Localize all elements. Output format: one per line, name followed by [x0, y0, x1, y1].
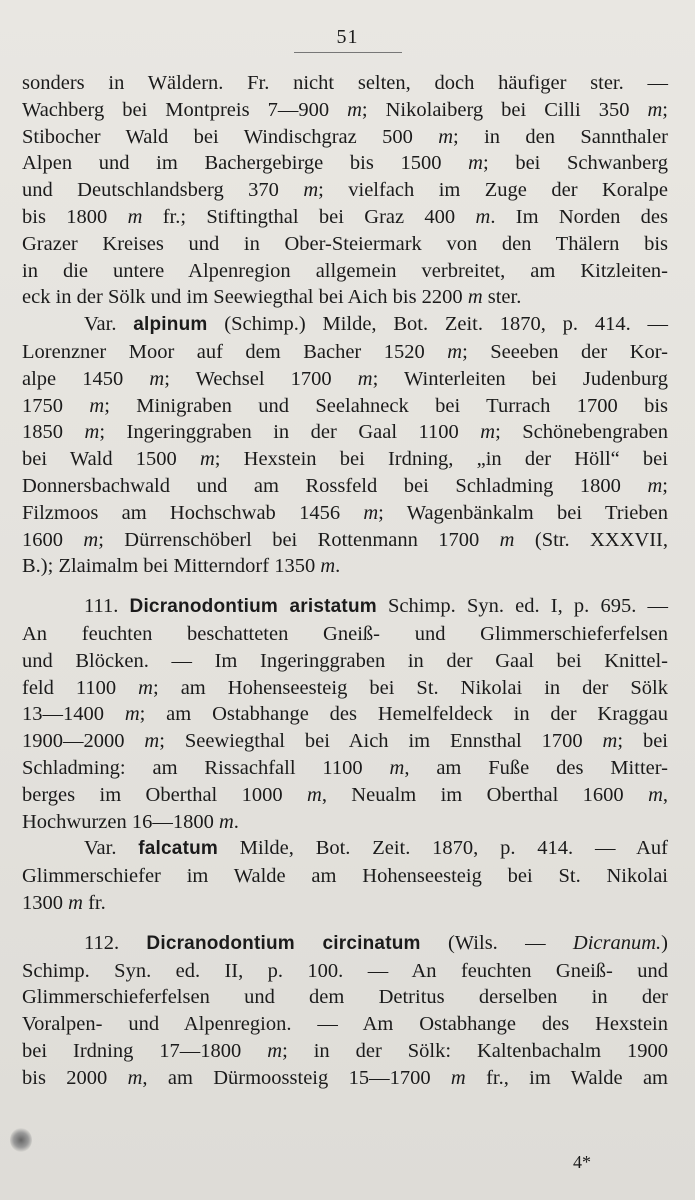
text-line: Alpen und im Bachergebirge bis 1500 m; bei Schwanberg: [22, 152, 668, 175]
text-line: 1750 m; Minigraben und Seelahneck bei Turrach 1700 bis: [22, 394, 668, 417]
text-line: bei Wald 1500 m; Hexstein bei Irdning, „in der Höll“ bei: [22, 448, 668, 471]
text-line: in die untere Alpenregion allgemein verbreitet, am Kitzleiten-: [22, 259, 668, 282]
header-rule: [294, 52, 402, 53]
text-line: Glimmerschiefer im Walde am Hohenseesteig bei St. Nikolai: [22, 865, 668, 888]
text-line: sonders in Wäldern. Fr. nicht selten, doch häufiger ster. —: [22, 72, 668, 94]
text-line: Var. alpinum (Schimp.) Milde, Bot. Zeit. 1870, p. 414. —: [84, 313, 668, 336]
text-line: bis 2000 m, am Dürmoossteig 15—1700 m fr., im Walde am: [22, 1066, 668, 1089]
text-line: Filzmoos am Hochschwab 1456 m; Wagenbänkalm bei Trieben: [22, 501, 668, 524]
text-line: 13—1400 m; am Ostabhange des Hemelfeldeck in der Kraggau: [22, 703, 668, 726]
text-line: Schimp. Syn. ed. II, p. 100. — An feuchten Gneiß- und: [22, 959, 668, 982]
text-line: und Blöcken. — Im Ingeringgraben in der Gaal bei Knittel-: [22, 649, 668, 672]
text-line: Stibocher Wald bei Windischgraz 500 m; in den Sannthaler: [22, 125, 668, 148]
text-line: 1600 m; Dürrenschöberl bei Rottenmann 1700 m (Str. XXXVII,: [22, 528, 669, 551]
text-line: 111. Dicranodontium aristatum Schimp. Syn. ed. I, p. 695. —: [84, 595, 669, 618]
page-number: 51: [336, 26, 359, 48]
text-line: 1850 m; Ingeringgraben in der Gaal 1100 m; Schönebengraben: [22, 421, 668, 444]
text-line: alpe 1450 m; Wechsel 1700 m; Winterleiten bei Judenburg: [22, 367, 668, 390]
text-line: bis 1800 m fr.; Stiftingthal bei Graz 400 m. Im Norden des: [22, 205, 668, 228]
text-line: Var. falcatum Milde, Bot. Zeit. 1870, p. 414. — Auf: [84, 837, 669, 860]
text-line: und Deutschlandsberg 370 m; vielfach im Zuge der Koralpe: [22, 179, 668, 202]
text-line: Donnersbachwald und am Rossfeld bei Schladming 1800 m;: [22, 474, 668, 497]
text-line: Hochwurzen 16—1800 m.: [22, 810, 239, 833]
text-line: Grazer Kreises und in Ober-Steiermark von den Thälern bis: [22, 232, 668, 255]
text-line: 1900—2000 m; Seewiegthal bei Aich im Ennsthal 1700 m; bei: [22, 730, 668, 753]
text-line: Lorenzner Moor auf dem Bacher 1520 m; Seeeben der Kor-: [22, 340, 669, 363]
paragraph-gap: [22, 917, 668, 930]
text-line: 1300 m fr.: [22, 891, 106, 914]
text-line: Voralpen- und Alpenregion. — Am Ostabhange des Hexstein: [22, 1013, 668, 1036]
paragraph-gap: [22, 580, 668, 593]
text-line: Wachberg bei Montpreis 7—900 m; Nikolaiberg bei Cilli 350 m;: [22, 98, 668, 121]
text-line: eck in der Sölk und im Seewiegthal bei Aich bis 2200 m ster.: [22, 286, 522, 309]
text-line: An feuchten beschatteten Gneiß- und Glimmerschieferfelsen: [22, 622, 668, 645]
text-line: Glimmerschieferfelsen und dem Detritus derselben in der: [22, 986, 668, 1009]
text-line: B.); Zlaimalm bei Mitterndorf 1350 m.: [22, 555, 341, 578]
text-line: berges im Oberthal 1000 m, Neualm im Oberthal 1600 m,: [22, 783, 668, 806]
signature-mark: 4*: [573, 1152, 591, 1172]
body-text: [22, 70, 668, 1091]
text-line: Schladming: am Rissachfall 1100 m, am Fuße des Mitter-: [22, 756, 668, 779]
text-line: bei Irdning 17—1800 m; in der Sölk: Kaltenbachalm 1900: [22, 1039, 668, 1062]
text-line: feld 1100 m; am Hohenseesteig bei St. Nikolai in der Sölk: [22, 676, 668, 699]
text-line: 112. Dicranodontium circinatum (Wils. — Dicranum.): [84, 931, 668, 954]
ink-blot: [10, 1128, 32, 1152]
